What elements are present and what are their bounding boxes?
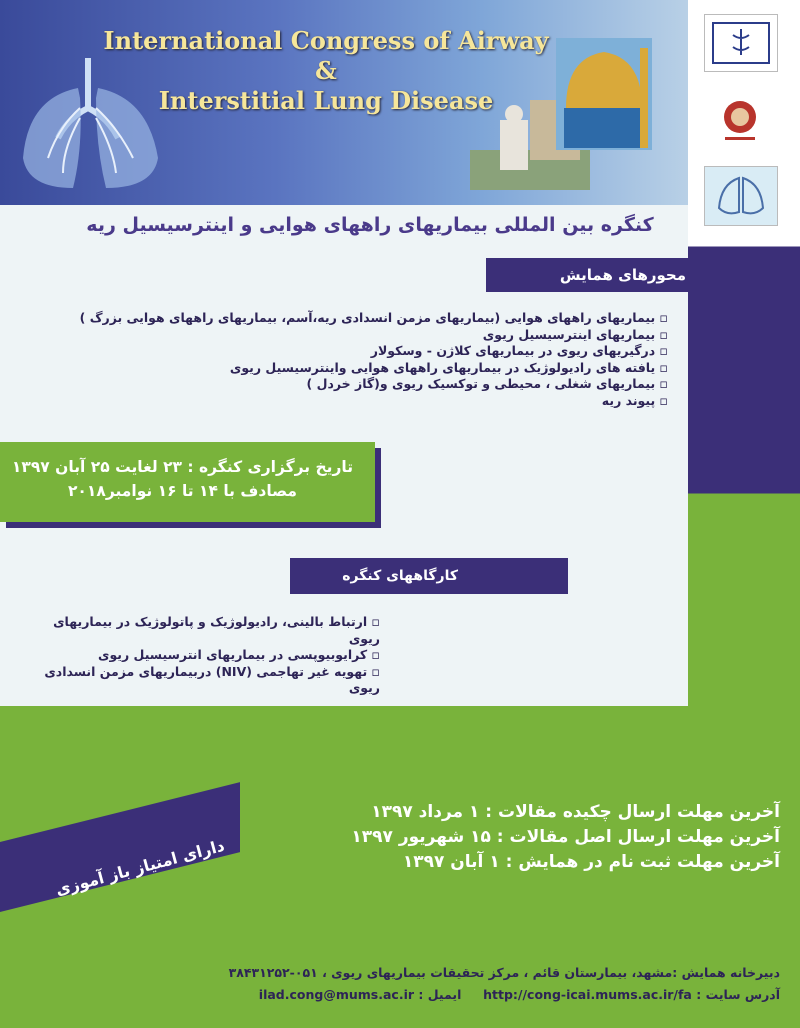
header-banner [0,0,688,205]
date-line-1: تاریخ برگزاری کنگره : ۲۳ لغایت ۲۵ آبان ۱۳۹۷ [11,458,354,476]
list-item: ▫ بیماریهای شغلی ، محیطی و توکسیک ریوی و(گاز خردل ) [306,376,668,391]
list-item: ▫ پیوند ریه [601,392,668,408]
congress-dates [10,455,355,503]
banner-title-line2: Interstitial Lung Disease [158,86,494,115]
shrine-dome-photo [556,38,652,150]
university-logo [704,14,778,72]
list-item: ▫ تهویه غیر تهاجمی (NIV) دربیماریهای مزمن انسدادی ریوی [44,663,380,695]
points-badge: دارای امتیاز باز آموزی [53,835,227,900]
date-line-2: مصادف با ۱۴ تا ۱۶ نوامبر۲۰۱۸ [67,482,298,500]
phone-number: ۰۵۱-۳۸۴۳۱۲۵۲ [228,965,318,980]
society-logo [704,92,776,148]
congress-title-fa: کنگره بین المللی بیماریهای راههای هوایی و اینترسیسیل ریه [86,214,654,236]
list-item: ▫ بیماریهای اینترسیسیل ریوی [482,326,668,342]
email-label: ایمیل : [418,987,462,1002]
deadlines [300,800,780,875]
email-link[interactable]: ilad.cong@mums.ac.ir [258,987,415,1002]
topics-heading: محورهای همایش [486,258,716,292]
list-item: ▫ ارتباط بالینی، رادیولوژیک و پاتولوژیک در بیماریهای ریوی [53,614,380,646]
list-item: ▫ یافته های رادیولوژیک در بیماریهای راههای هوایی واینترسیسیل ریوی [229,359,668,375]
deadline-registration: آخرین مهلت ثبت نام در همایش : ۱ آبان ۱۳۹۷ [402,852,780,872]
web-contact-line [150,984,780,1006]
banner-title-line1: International Congress of Airway & [103,26,549,85]
list-item: ▫ درگیریهای ریوی در بیماریهای کلاژن - وسکولار [370,343,668,358]
list-item: ▫ بیماریهای راههای هوایی (بیماریهای مزمن انسدادی ریه،آسم، بیماریهای راههای هوایی بزرگ ) [79,310,668,325]
deadline-full-paper: آخرین مهلت ارسال اصل مقالات : ۱۵ شهریور ۱۳۹۷ [351,827,780,847]
list-item: ▫ کرایوبیوپسی در بیماریهای انترسیسیل ریوی [98,647,380,662]
secretariat-label: دبیرخانه همایش :مشهد، بیمارستان قائم ، مرکز تحقیقات بیماریهای ریوی ، [322,965,780,980]
site-url-link[interactable]: http://cong-icai.mums.ac.ir/fa [483,987,692,1002]
workshops-heading: کارگاههای کنگره [290,558,568,594]
lung-logo [704,166,778,226]
topics-list [68,310,668,409]
secretariat-line [150,962,780,984]
footer-contact [150,962,780,1006]
site-label: آدرس سایت : [696,987,780,1002]
workshops-list [20,614,380,697]
deadline-abstract: آخرین مهلت ارسال چکیده مقالات : ۱ مرداد ۱۳۹۷ [371,802,780,822]
